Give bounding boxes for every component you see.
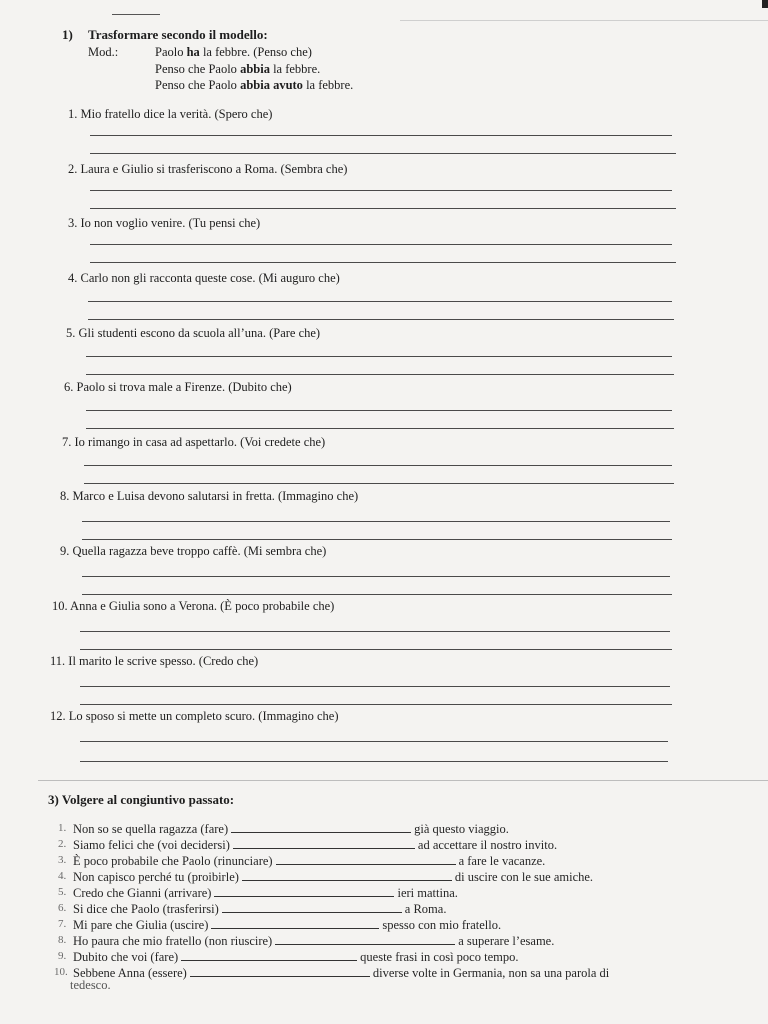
answer-line[interactable] <box>86 374 674 375</box>
answer-line[interactable] <box>88 301 672 302</box>
conjugation-row-10: Sebbene Anna (essere) diverse volte in Germania, non sa una parola di <box>73 966 610 980</box>
answer-line[interactable] <box>90 153 676 154</box>
row-number: 9. <box>58 950 67 962</box>
model-label: Mod.: <box>88 45 119 59</box>
answer-line[interactable] <box>82 576 670 577</box>
answer-line[interactable] <box>82 539 672 540</box>
model-line-3: Penso che Paolo abbia avuto la febbre. <box>155 78 354 92</box>
section-divider <box>38 780 768 781</box>
answer-blank[interactable] <box>276 853 456 865</box>
answer-line[interactable] <box>80 686 670 687</box>
item-sentence: 4. Carlo non gli racconta queste cose. (Mi auguro che) <box>68 271 340 285</box>
answer-line[interactable] <box>86 356 672 357</box>
item-sentence: 11. Il marito le scrive spesso. (Credo che) <box>50 654 259 668</box>
item-sentence: 1. Mio fratello dice la verità. (Spero che) <box>68 107 273 121</box>
answer-line[interactable] <box>80 631 670 632</box>
row-number: 6. <box>58 902 67 914</box>
answer-blank[interactable] <box>214 885 394 897</box>
conjugation-row-4: Non capisco perché tu (proibirle) di uscire con le sue amiche. <box>73 870 594 884</box>
row-number: 7. <box>58 918 67 930</box>
conjugation-row-3: È poco probabile che Paolo (rinunciare) a fare le vacanze. <box>73 854 546 868</box>
answer-line[interactable] <box>80 649 672 650</box>
answer-line[interactable] <box>84 483 674 484</box>
answer-line[interactable] <box>88 319 674 320</box>
section1-title: Trasformare secondo il modello: <box>88 27 268 42</box>
answer-blank[interactable] <box>233 837 415 849</box>
item-sentence: 5. Gli studenti escono da scuola all’una. (Pare che) <box>66 326 321 340</box>
answer-line[interactable] <box>90 135 672 136</box>
item-sentence: 8. Marco e Luisa devono salutarsi in fretta. (Immagino che) <box>60 489 359 503</box>
answer-line[interactable] <box>80 704 672 705</box>
scan-corner-mark <box>762 0 768 8</box>
row-number: 10. <box>54 966 68 978</box>
answer-blank[interactable] <box>211 917 379 929</box>
conjugation-row-9: Dubito che voi (fare) queste frasi in così poco tempo. <box>73 950 519 964</box>
top-rule <box>112 14 160 15</box>
row-number: 1. <box>58 822 67 834</box>
item-sentence: 3. Io non voglio venire. (Tu pensi che) <box>68 216 261 230</box>
conjugation-row-5: Credo che Gianni (arrivare) ieri mattina. <box>73 886 458 900</box>
conjugation-row-7: Mi pare che Giulia (uscire) spesso con mio fratello. <box>73 918 502 932</box>
item-sentence: 2. Laura e Giulio si trasferiscono a Roma. (Sembra che) <box>68 162 348 176</box>
answer-line[interactable] <box>90 190 672 191</box>
model-line-2: Penso che Paolo abbia la febbre. <box>155 62 321 76</box>
answer-blank[interactable] <box>231 821 411 833</box>
answer-line[interactable] <box>90 262 676 263</box>
answer-line[interactable] <box>86 410 672 411</box>
answer-blank[interactable] <box>190 965 370 977</box>
answer-line[interactable] <box>90 208 676 209</box>
conjugation-row-6: Si dice che Paolo (trasferirsi) a Roma. <box>73 902 447 916</box>
row-number: 4. <box>58 870 67 882</box>
scan-edge-line <box>400 20 768 21</box>
answer-line[interactable] <box>82 521 670 522</box>
row-number: 3. <box>58 854 67 866</box>
model-line-1: Paolo ha la febbre. (Penso che) <box>155 45 312 59</box>
item-sentence: 6. Paolo si trova male a Firenze. (Dubito che) <box>64 380 292 394</box>
answer-blank[interactable] <box>275 933 455 945</box>
answer-blank[interactable] <box>242 869 452 881</box>
item-sentence: 12. Lo sposo si mette un completo scuro. (Immagino che) <box>50 709 339 723</box>
answer-line[interactable] <box>80 741 668 742</box>
row-number: 2. <box>58 838 67 850</box>
conjugation-row-10-continuation: tedesco. <box>70 978 111 992</box>
conjugation-row-1: Non so se quella ragazza (fare) già questo viaggio. <box>73 822 509 836</box>
item-sentence: 10. Anna e Giulia sono a Verona. (È poco probabile che) <box>52 599 335 613</box>
row-number: 5. <box>58 886 67 898</box>
answer-blank[interactable] <box>181 949 357 961</box>
answer-line[interactable] <box>86 428 674 429</box>
answer-blank[interactable] <box>222 901 402 913</box>
item-sentence: 9. Quella ragazza beve troppo caffè. (Mi sembra che) <box>60 544 327 558</box>
row-number: 8. <box>58 934 67 946</box>
answer-line[interactable] <box>84 465 672 466</box>
conjugation-row-8: Ho paura che mio fratello (non riuscire) a superare l’esame. <box>73 934 555 948</box>
answer-line[interactable] <box>82 594 672 595</box>
answer-line[interactable] <box>80 761 668 762</box>
item-sentence: 7. Io rimango in casa ad aspettarlo. (Voi credete che) <box>62 435 326 449</box>
answer-line[interactable] <box>90 244 672 245</box>
section2-title: 3) Volgere al congiuntivo passato: <box>48 792 235 807</box>
section1-number: 1) <box>62 27 73 42</box>
conjugation-row-2: Siamo felici che (voi decidersi) ad accettare il nostro invito. <box>73 838 558 852</box>
